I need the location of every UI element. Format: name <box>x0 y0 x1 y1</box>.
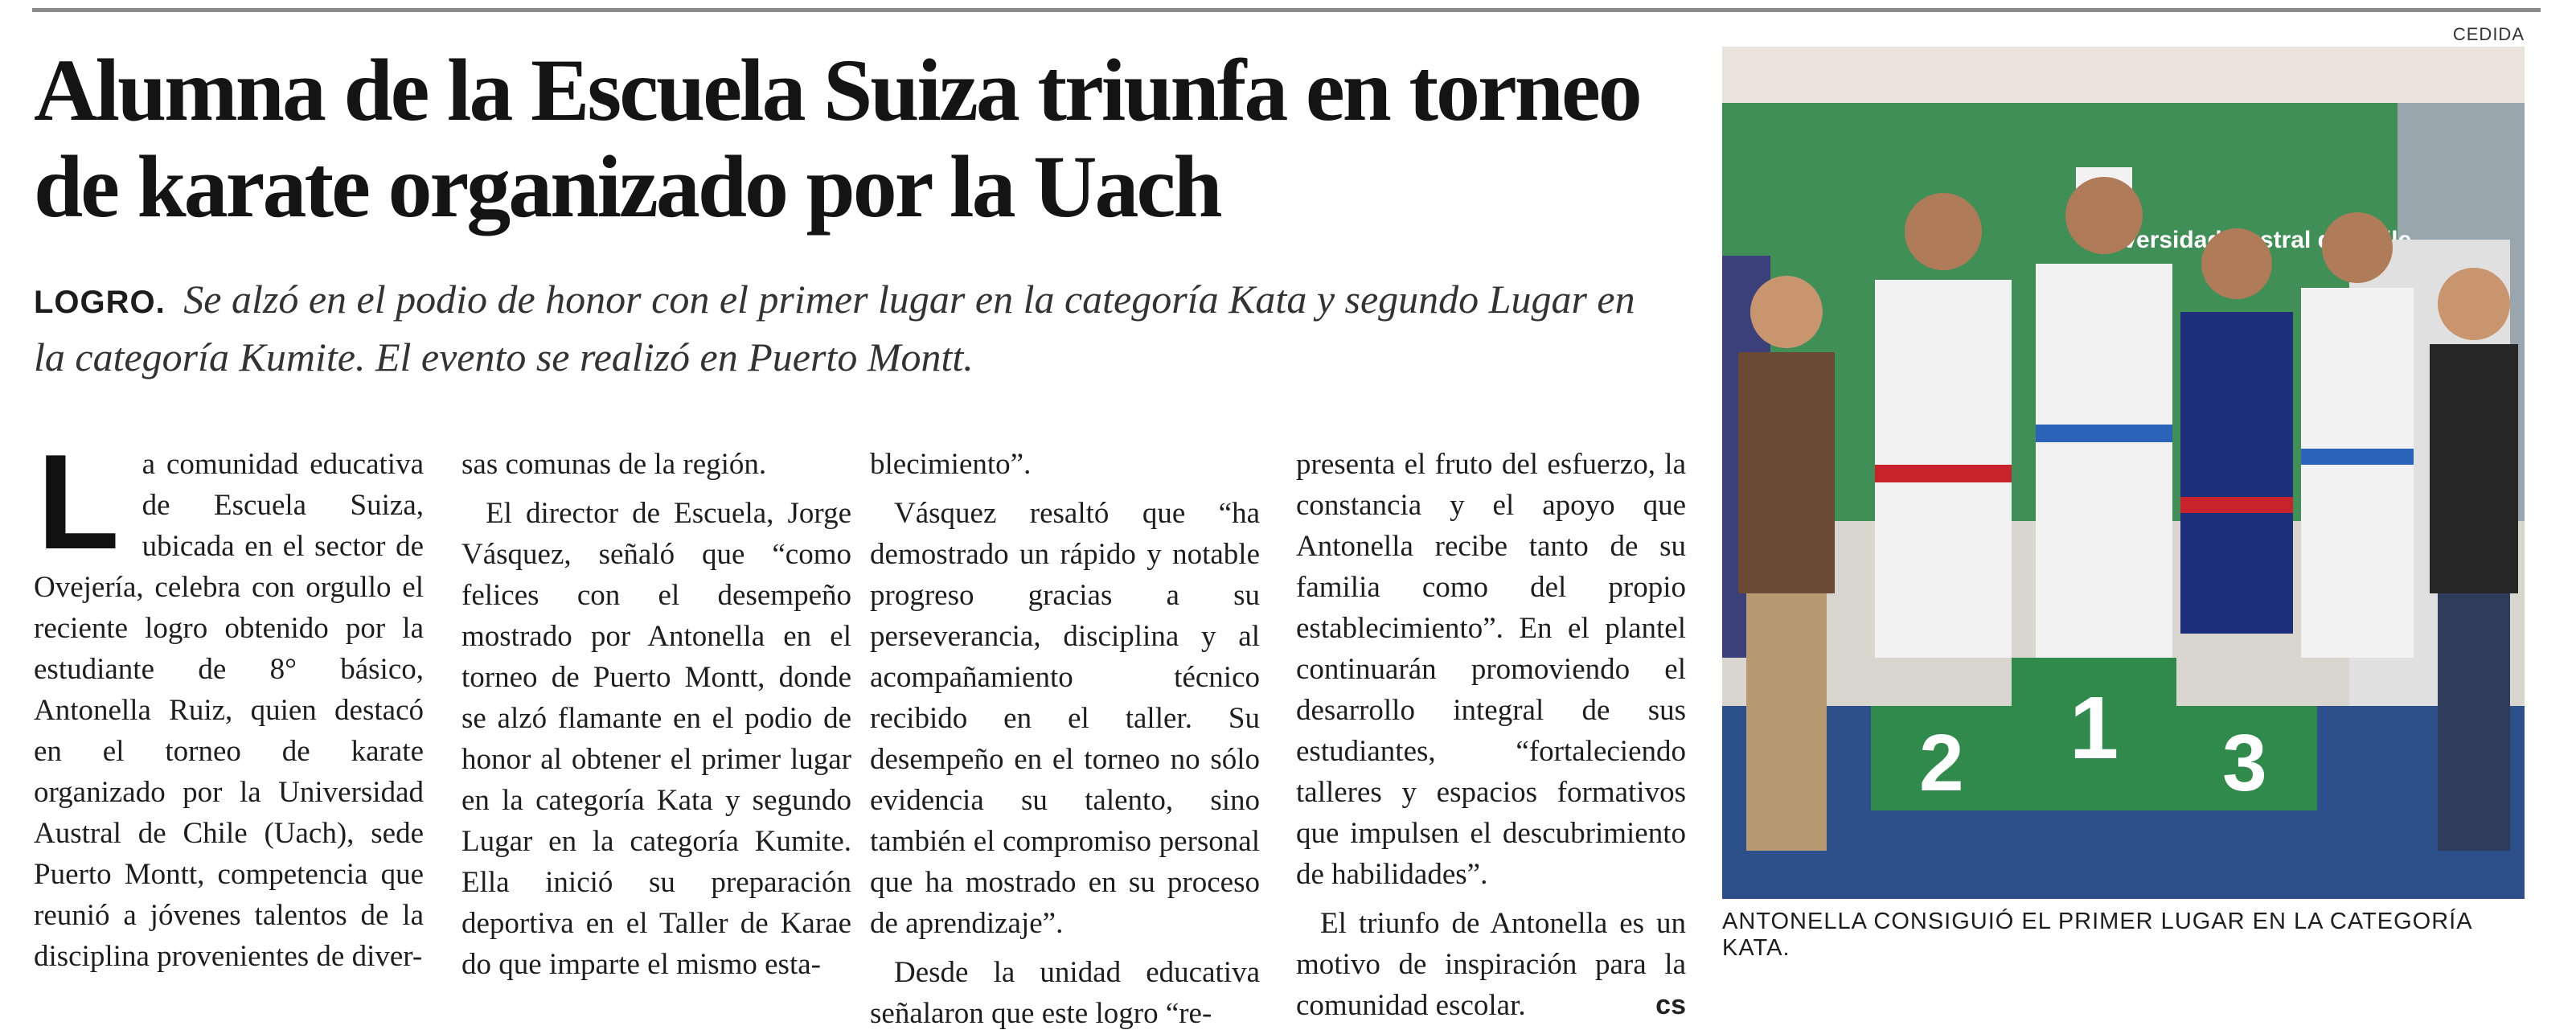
coach-left-pants <box>1746 593 1827 851</box>
body-column-1 <box>34 426 424 977</box>
athlete-3-head <box>2201 228 2272 299</box>
podium-label-1: 1 <box>2069 679 2119 778</box>
coach-right-jacket <box>2430 344 2518 593</box>
lead-text: a comunidad educativa de Escuela Suiza, ubicada en el sector de Ovejería, celebra con orgullo el reciente logro obtenido por la estudiante de 8° básico, Antonella Ruiz, quien destacó en el torneo de karate organizado por la Universidad Austral de Chile (Uach), sede Puerto Montt, competencia que reunió a jóvenes talentos de la disciplina provenientes de diver- <box>34 448 424 973</box>
athlete-1-blue-belt <box>2036 425 2172 442</box>
body-paragraph <box>34 426 424 977</box>
athlete-4-head <box>2322 212 2393 283</box>
end-mark-icon: cs <box>1655 990 1686 1020</box>
body-paragraph: El director de Escuela, Jorge Vásquez, señaló que “como felices con el desempeño mostrado por Antonella en el torneo de Puerto Montt, donde se alzó flamante en el podio de honor al obtener el primer lugar en la categoría Kata y segundo Lugar en la categoría Kumite. Ella inició su preparación deportiva en el Taller de Karae do que imparte el mismo esta- <box>461 497 851 981</box>
athlete-2-head <box>1905 193 1982 270</box>
athlete-4-blue-belt <box>2301 449 2414 465</box>
athlete-2-red-belt <box>1875 465 2012 482</box>
body-paragraph: Desde la unidad educativa señalaron que este logro “re- <box>870 956 1260 1030</box>
coach-left-jacket <box>1738 352 1835 593</box>
deck-text: Se alzó en el podio de honor con el primer lugar en la categoría Kata y segundo Lugar en la categoría Kumite. El evento se realizó en Puerto Montt. <box>34 277 1635 380</box>
podium-label-3: 3 <box>2222 718 2267 808</box>
body-paragraph <box>1296 903 1686 1026</box>
athlete-3-gi <box>2180 312 2293 634</box>
photo-credit: CEDIDA <box>2452 24 2525 44</box>
body-paragraph: presenta el fruto del esfuerzo, la constancia y el apoyo que Antonella recibe tanto de su familia como del propio establecimiento”. En el plantel continuarán promoviendo el desarrollo integral de sus estudiantes, “fortaleciendo talleres y espacios formativos que impulsen el descubrimiento de habilidades”. <box>1296 448 1686 891</box>
article-body <box>34 426 1686 1030</box>
podium-photo-illustration <box>1722 47 2525 899</box>
coach-right-head <box>2438 268 2510 340</box>
body-paragraph: sas comunas de la región. <box>461 448 767 481</box>
drop-cap: L <box>37 426 120 577</box>
article-deck <box>34 272 1674 384</box>
top-rule <box>32 8 2541 12</box>
closing-text: El triunfo de Antonella es un motivo de inspiración para la comunidad escolar. <box>1296 907 1686 1022</box>
body-column-4 <box>1296 444 1686 1026</box>
podium-label-2: 2 <box>1919 718 1964 808</box>
coach-left-head <box>1750 276 1823 348</box>
photo-caption: ANTONELLA CONSIGUIÓ EL PRIMER LUGAR EN LA CATEGORÍA KATA. <box>1722 909 2471 961</box>
ceiling <box>1722 47 2525 103</box>
body-paragraph: Vásquez resaltó que “ha demostrado un rápido y notable progreso gracias a su perseverancia, disciplina y al acompañamiento técnico recibido en el taller. Su desempeño en el torneo no sólo evidencia su talento, sino también el compromiso personal que ha mostrado en su proceso de aprendizaje”. <box>870 497 1260 940</box>
body-column-2 <box>461 444 851 985</box>
athlete-1-gi <box>2036 264 2172 682</box>
body-paragraph: blecimiento”. <box>870 448 1032 481</box>
body-column-3 <box>870 444 1260 1034</box>
athlete-1-head <box>2065 177 2143 254</box>
podium-photo <box>1722 47 2525 899</box>
athlete-4-gi <box>2301 288 2414 658</box>
banner-text: Universidad Austral <box>2084 227 2311 253</box>
coach-right-pants <box>2438 593 2510 851</box>
deck-kicker: LOGRO. <box>34 285 166 320</box>
article-headline: Alumna de la Escuela Suiza triunfa en torneo de karate organizado por la Uach <box>34 41 1640 236</box>
athlete-3-belt <box>2180 497 2293 513</box>
